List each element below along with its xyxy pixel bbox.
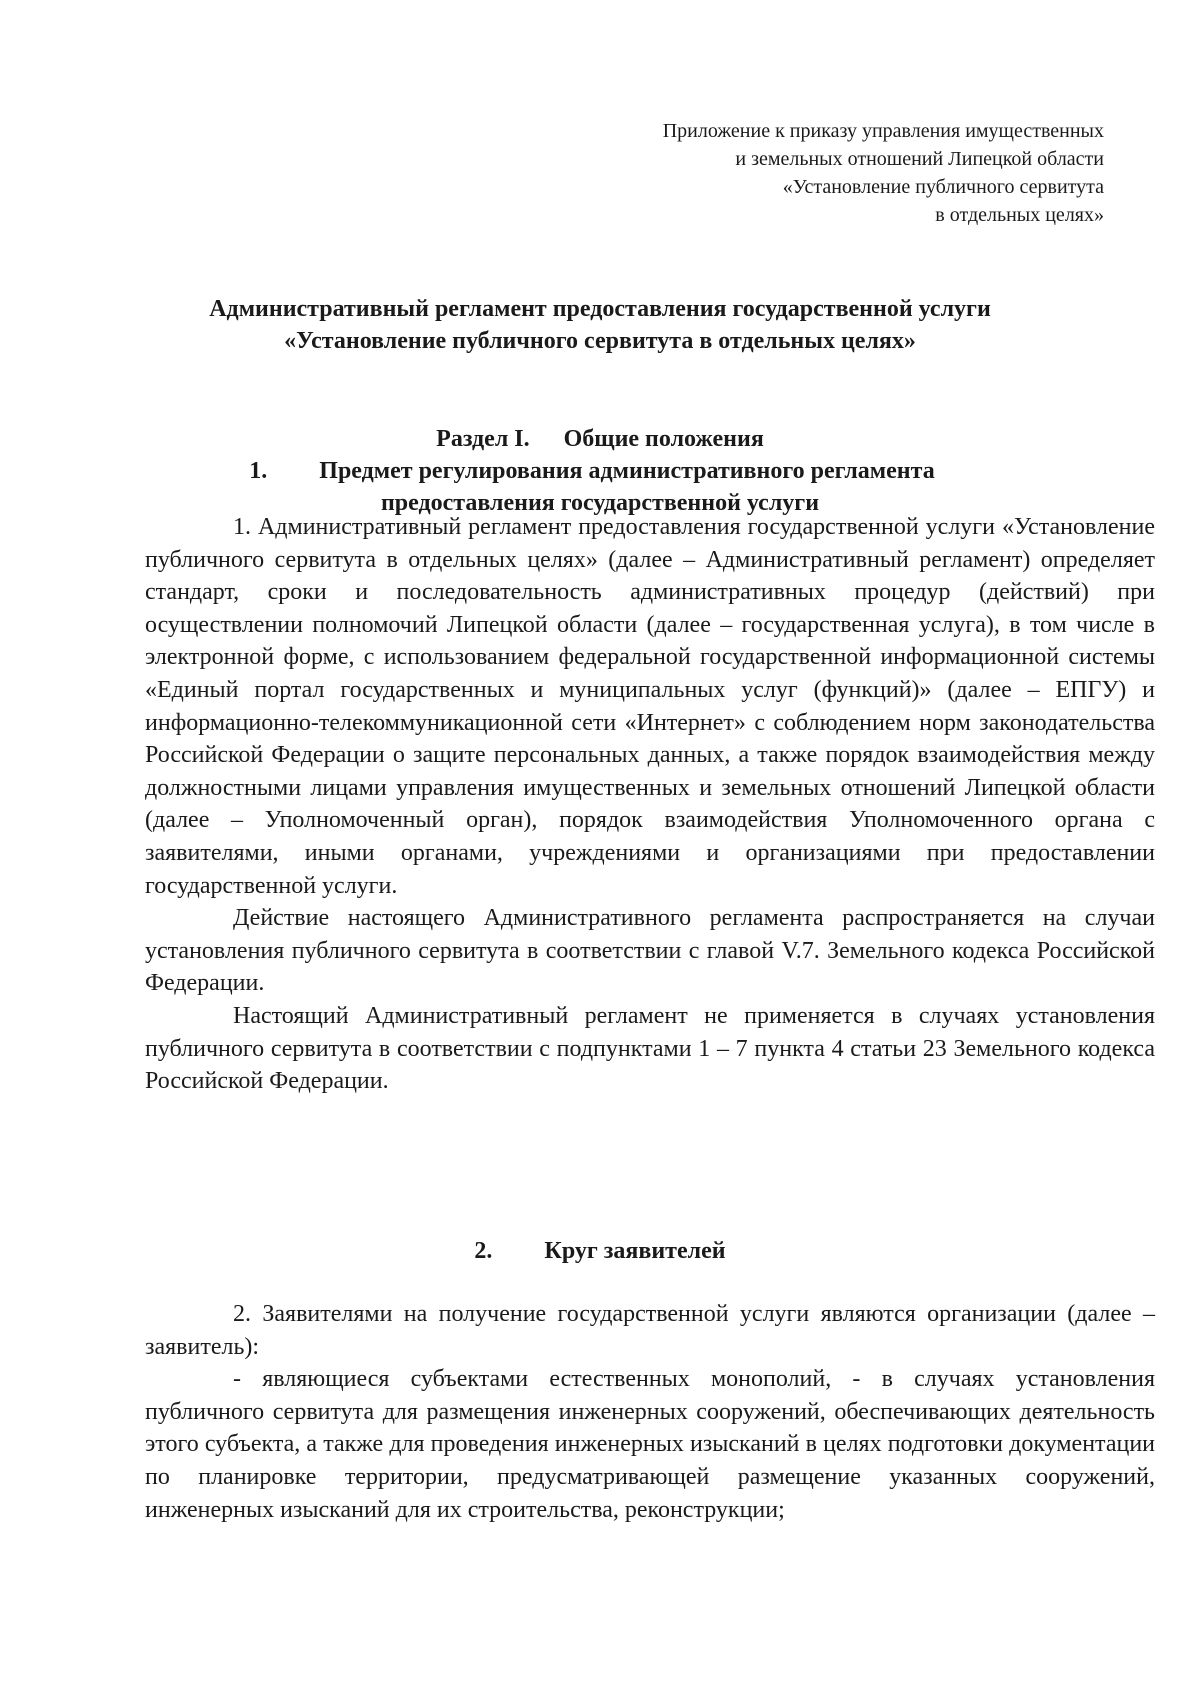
document-title bbox=[100, 293, 1100, 357]
title-line: Административный регламент предоставления государственной услуги bbox=[209, 296, 991, 322]
subsection-heading bbox=[100, 1235, 1100, 1267]
subsection-title-line: предоставления государственной услуги bbox=[380, 490, 820, 516]
appendix-header bbox=[484, 117, 1104, 229]
header-line: в отдельных целях» bbox=[935, 204, 1104, 226]
subsection-title: Круг заявителей bbox=[544, 1238, 726, 1264]
paragraph: 2. Заявителями на получение государственной услуги являются организации (далее – заявитель): bbox=[145, 1301, 1155, 1360]
section1-body bbox=[145, 511, 1155, 1098]
paragraph: - являющиеся субъектами естественных монополий, - в случаях установления публичного сервитута для размещения инженерных сооружений, обеспечивающих деятельность этого субъекта, а также для проведения инженерных изысканий в целях подготовки документации по планировке территории, предусматривающей размещение указанных сооружений, инженерных изысканий для их строительства, реконструкции; bbox=[145, 1366, 1155, 1523]
paragraph: Настоящий Административный регламент не применяется в случаях установления публичного сервитута в соответствии с подпунктами 1 – 7 пункта 4 статьи 23 Земельного кодекса Российской Федерации. bbox=[145, 1002, 1155, 1095]
subsection-number: 2. bbox=[474, 1238, 493, 1264]
paragraph: Действие настоящего Административного регламента распространяется на случаи установления публичного сервитута в соответствии с главой V.7. Земельного кодекса Российской Федерации. bbox=[145, 905, 1155, 997]
paragraph: 1. Административный регламент предоставления государственной услуги «Установление публичного сервитута в отдельных целях» (далее – Административный регламент) определяет стандарт, сроки и последовательность административных процедур (действий) при осуществлении полномочий Липецкой области (далее – государственная услуга), в том числе в электронной форме, с использованием федеральной государственной информационной системы «Единый портал государственных и муниципальных услуг (функций)» (далее – ЕПГУ) и информационно-телекоммуникационной сети «Интернет» с соблюдением норм законодательства Российской Федерации о защите персональных данных, а также порядок взаимодействия между должностными лицами управления имущественных и земельных отношений Липецкой области (далее – Уполномоченный орган), порядок взаимодействия Уполномоченного органа с заявителями, иными органами, учреждениями и организациями при предоставлении государственной услуги. bbox=[145, 514, 1155, 899]
section-heading bbox=[100, 423, 1100, 455]
section-number: Раздел I. bbox=[436, 426, 530, 452]
subsection-title-line: Предмет регулирования административного регламента bbox=[319, 458, 935, 484]
header-line: «Установление публичного сервитута bbox=[782, 176, 1104, 198]
section2-body bbox=[145, 1298, 1155, 1526]
section-heading-block bbox=[100, 423, 1100, 519]
section-title: Общие положения bbox=[563, 426, 764, 452]
title-line: «Установление публичного сервитута в отдельных целях» bbox=[284, 328, 916, 354]
header-line: Приложение к приказу управления имущественных bbox=[662, 120, 1104, 142]
subsection-number: 1. bbox=[249, 458, 268, 484]
subsection-heading bbox=[100, 455, 1100, 487]
header-line: и земельных отношений Липецкой области bbox=[735, 148, 1104, 170]
